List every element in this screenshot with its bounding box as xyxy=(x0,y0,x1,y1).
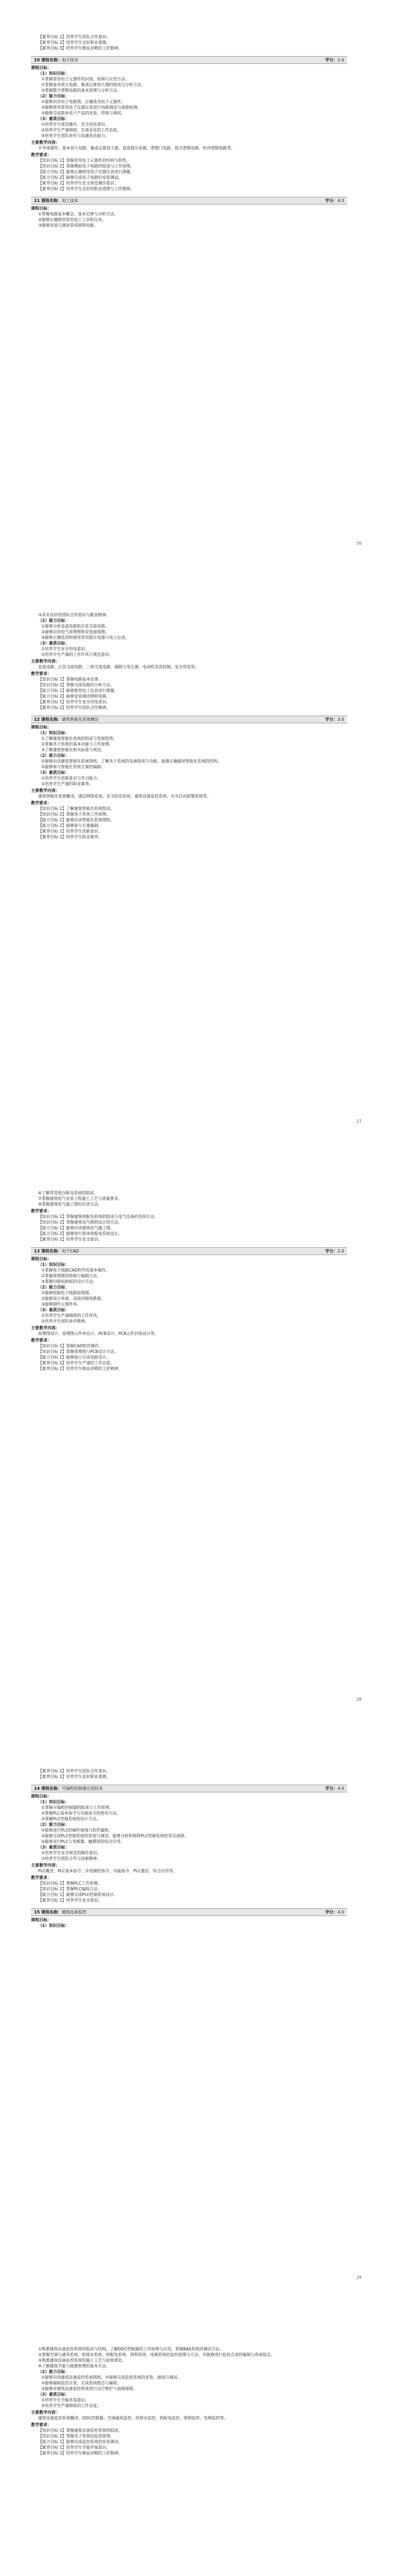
course-header-bar xyxy=(31,1785,347,1792)
text-line: ③掌握印制电路板的设计方法。 xyxy=(41,1279,97,1284)
course-credit-label: 学分： xyxy=(325,1249,338,1253)
text-line: ④了解建筑节能与能源管理的基本方法。 xyxy=(38,2364,110,2368)
course-credit-label: 学分： xyxy=(325,1910,338,1914)
course-credit xyxy=(325,717,344,722)
course-name-label: 11 课程名称： xyxy=(34,198,62,203)
section-heading: 课程目标： xyxy=(31,1257,52,1261)
text-line: ②掌握各子系统的基本功能与工作原理。 xyxy=(41,742,113,747)
document-page xyxy=(0,0,409,578)
sub-heading: （3）素质目标： xyxy=(38,2392,70,2397)
sub-heading: （2）能力目标： xyxy=(38,1285,70,1290)
course-credit-value: 2.0 xyxy=(337,1249,344,1253)
course-name xyxy=(34,198,78,204)
course-credit-value: 2.0 xyxy=(337,58,344,62)
text-line: ①能够识读建筑设备监控系统图纸，并能够完成监控系统的安装、接线与调试。 xyxy=(41,2375,182,2380)
text-line: ①培养学生规范操作、安全用电意识。 xyxy=(41,122,109,127)
text-line: 【素养目标 2】培养学生良好职业道德。 xyxy=(38,40,110,45)
text-line: 【知识目标 2】掌握各子系统工作原理。 xyxy=(38,812,110,817)
text-line: ①能够识读电子电路图，正确选用电子元器件。 xyxy=(41,99,125,104)
text-line: 【素养目标 1】培养学生团队合作意识。 xyxy=(38,1769,110,1773)
section-heading: 教学要求： xyxy=(31,152,52,157)
text-line: 【素养目标 2】培养学生职业素养。 xyxy=(38,835,103,839)
text-line: ①培养学生安全规范的操作意识。 xyxy=(41,1851,101,1855)
text-line: ⑧掌握建筑电气施工图的识读方法。 xyxy=(38,1202,102,1207)
text-line: ①培养学生创新意识与学习能力。 xyxy=(41,776,101,781)
text-line: 【知识目标 1】掌握建筑设备监控系统的组成。 xyxy=(38,2428,123,2433)
section-heading: 主要教学内容： xyxy=(31,659,60,664)
text-line: 【能力目标 1】能够正确使用电子仪器仪表进行测量。 xyxy=(38,170,134,174)
text-line: ③熟悉建筑设备监控系统的施工工艺与验收规范。 xyxy=(38,2358,126,2363)
course-name xyxy=(34,1786,103,1791)
text-line: ③能够制作元器件库。 xyxy=(41,1302,81,1307)
text-line: 【知识目标 2】掌握模拟电子电路的组成与工作原理。 xyxy=(38,164,134,168)
course-credit xyxy=(325,1786,344,1791)
section-heading: 课程目标： xyxy=(31,725,52,730)
text-line: ③能够进行PLC与变频器、触摸屏的综合应用。 xyxy=(41,1839,125,1844)
section-heading: 教学要求： xyxy=(31,671,52,676)
sub-heading: （3）素质目标： xyxy=(38,1845,70,1850)
text-line: ②掌握基本放大电路、集成运算放大器的组成与分析方法。 xyxy=(41,82,145,87)
text-line: 【能力目标 1】能够独立完成电路设计。 xyxy=(38,1355,110,1360)
text-line: 【素养目标 1】培养学生安全意识。 xyxy=(38,1898,103,1903)
course-credit xyxy=(325,198,344,204)
sub-heading: （1）知识目标： xyxy=(38,1923,70,1928)
sub-heading: （3）素质目标： xyxy=(38,641,70,646)
sub-heading: （3）素质目标： xyxy=(38,770,70,775)
course-credit-label: 学分： xyxy=(325,717,338,722)
text-line: 【知识目标 2】掌握各子系统的监控原理。 xyxy=(38,2434,114,2438)
course-name-label: 13 课程名称： xyxy=(34,1249,62,1253)
text-line: 【素养目标 1】培养学生节能环保意识。 xyxy=(38,2445,110,2450)
course-title: 电子CAD xyxy=(61,1249,79,1253)
text-line: ①培养学生节能环保意识。 xyxy=(41,2398,89,2402)
course-credit-value: 3.0 xyxy=(337,717,344,722)
text-line: 【能力目标 2】能够完成电子电路的安装调试。 xyxy=(38,175,123,180)
text-line: 【素养目标 2】培养学生良好职业道德。 xyxy=(38,1774,110,1779)
text-line: 【知识目标 2】掌握原理图与PCB设计方法。 xyxy=(38,1349,118,1354)
text-line: 【素养目标 2】培养学生良好的职业道德与工匠精神。 xyxy=(38,187,134,191)
text-line: ③能够完成简单电子产品的安装、焊接与调试。 xyxy=(41,111,125,115)
text-line: ①培养学生严谨细致的工作作风。 xyxy=(41,1313,101,1318)
text-line: 【素养目标 3】培养学生精益求精的工匠精神。 xyxy=(38,46,123,50)
text-line: PLC概述、PLC基本指令、步进顺控指令、功能指令、PLC通信、综合应用等。 xyxy=(38,1869,177,1873)
sub-heading: （2）能力目标： xyxy=(38,618,70,623)
course-name xyxy=(34,57,78,63)
section-heading: 主要教学内容： xyxy=(31,788,60,793)
text-line: ③能够安装与调试常用照明电路。 xyxy=(38,223,98,228)
page-content xyxy=(31,1190,347,1371)
text-line: ①熟悉建筑设备监控系统的组成与结构，了解DDC控制器的工作原理与应用，掌握BAS系统的调试方法。 xyxy=(38,2347,224,2351)
text-line: 【知识目标 1】掌握PLC工作原理。 xyxy=(38,1881,102,1886)
text-line: 【知识目标 2】掌握建筑电气照明设计的方法。 xyxy=(38,1220,123,1225)
text-line: ②培养学生严谨的职业素养。 xyxy=(41,782,93,786)
text-line: ③培养学生团队协作与沟通表达能力。 xyxy=(41,133,109,138)
course-title: 电工技术 xyxy=(61,198,78,203)
page-number: 28 xyxy=(356,1697,362,1702)
section-heading: 教学要求： xyxy=(31,2422,52,2427)
sub-heading: （2）能力目标： xyxy=(38,2369,70,2374)
text-line: 【知识目标 2】掌握PLC编程方法。 xyxy=(38,1887,102,1891)
course-name-label: 10 课程名称： xyxy=(34,58,62,62)
course-credit-value: 4.0 xyxy=(337,1786,344,1791)
text-line: 【素养目标 1】培养学生创新意识。 xyxy=(38,829,103,834)
sub-heading: （2）能力目标： xyxy=(38,94,70,98)
page-content xyxy=(31,612,347,840)
course-name-label: 14 课程名称： xyxy=(34,1786,62,1791)
text-line: 【能力目标 1】能够使用电工仪表进行测量。 xyxy=(38,688,118,693)
text-line: 【知识目标 1】掌握电路基本定律。 xyxy=(38,677,103,682)
text-line: ②能够完成PLC控制系统的安装与调试，能够分析和排除PLC控制系统的常见故障。 xyxy=(41,1834,189,1838)
sub-heading: （1）知识目标： xyxy=(38,71,70,76)
section-heading: 教学要求： xyxy=(31,801,52,805)
section-heading: 主要教学内容： xyxy=(31,1863,60,1868)
course-name xyxy=(34,1248,79,1254)
text-line: ②能够使用常用电子仪器仪表进行电路调试与故障检测。 xyxy=(41,105,142,110)
text-line: ②能够参与智能化系统方案的编制。 xyxy=(41,765,105,769)
course-title: 建筑设备监控 xyxy=(61,1910,87,1914)
course-credit-value: 4.0 xyxy=(337,198,344,203)
text-line: 【素养目标 1】培养学生安全意识。 xyxy=(38,1237,103,1242)
course-name-label: 15 课程名称： xyxy=(34,1910,62,1914)
text-line: ②培养学生团队合作与创新精神。 xyxy=(41,1856,101,1861)
course-title: 电子技术 xyxy=(61,58,78,62)
course-header-bar xyxy=(31,1247,347,1255)
text-line: 【能力目标 1】能够完成监控系统的安装调试。 xyxy=(38,2439,123,2444)
page-number: 29 xyxy=(356,2275,362,2280)
page-content xyxy=(31,34,347,228)
sub-heading: （3）素质目标： xyxy=(38,1308,70,1312)
sub-heading: （3）素质目标： xyxy=(38,116,70,121)
text-line: 【素养目标 2】培养学生团队合作精神。 xyxy=(38,705,110,710)
document-page xyxy=(0,578,409,1156)
page-content xyxy=(31,2346,347,2456)
text-line: ⑦掌握建筑电气安装工程施工工艺与质量要求。 xyxy=(38,1196,122,1201)
text-line: ②掌握空调与通风系统、给排水系统、供配电系统、照明系统、电梯系统的监控原理与方法，并能够进行监控点表的编制与系统组态。 xyxy=(38,2352,275,2357)
sub-heading: （1）知识目标： xyxy=(38,1262,70,1267)
text-line: ①能够识读建筑智能化系统图纸，了解各子系统的设备组成与功能，能够正确描述智能化系统的结构。 xyxy=(41,759,222,764)
text-line: 建筑设备监控系统概述、DDC控制器、空调通风监控、给排水监控、供配电监控、照明监控、电梯监控等。 xyxy=(38,2416,228,2420)
course-header-bar xyxy=(31,197,347,205)
text-line: ⑥了解常用低压配电系统的组成。 xyxy=(38,1191,98,1195)
course-credit xyxy=(325,1248,344,1254)
text-line: ②培养学生团队协作精神。 xyxy=(41,1319,89,1324)
text-line: 【素养目标 2】培养学生精益求精的工匠精神。 xyxy=(38,1366,123,1371)
section-heading: 课程目标： xyxy=(31,1918,52,1922)
text-line: ③能够对建筑设备监控系统进行运行维护与故障排除。 xyxy=(41,2386,138,2391)
text-line: 【知识目标 1】了解建筑智能化系统组成。 xyxy=(38,806,114,811)
course-name xyxy=(34,1909,87,1915)
text-line: ②能够编制监控点表，完成系统组态与编程。 xyxy=(41,2381,122,2385)
section-heading: 课程目标： xyxy=(31,1794,52,1799)
text-line: ①掌握常用电子元器件的识别、检测与应用方法。 xyxy=(41,77,129,81)
text-line: ②能够正确使用常用电工工具和仪表。 xyxy=(38,217,106,222)
course-credit xyxy=(325,1909,344,1915)
document-page xyxy=(0,1156,409,1734)
text-line: ①能够进行PLC的硬件接线与软件编程。 xyxy=(41,1828,113,1833)
text-line: 半导体器件、基本放大电路、集成运算放大器、直流稳压电源、逻辑门电路、组合逻辑电路、时序逻辑电路等。 xyxy=(38,146,235,150)
document-page xyxy=(0,2312,409,2576)
page-content xyxy=(31,1768,347,1928)
text-line: 原理图设计、原理图元件库设计、PCB设计、PCB元件封装设计等。 xyxy=(38,1331,159,1336)
text-line: ①掌握电子线路CAD软件的基本操作。 xyxy=(41,1268,110,1273)
text-line: ②掌握原理图的绘制与编辑方法。 xyxy=(41,1274,101,1278)
text-line: ②培养学生严谨的工作作风与规范意识。 xyxy=(41,652,113,657)
course-header-bar xyxy=(31,56,347,64)
course-header-bar xyxy=(31,1908,347,1916)
text-line: ③了解建筑智能化相关标准与规范。 xyxy=(41,748,105,752)
text-line: ③掌握数字逻辑电路的基本原理与分析方法。 xyxy=(41,88,122,93)
course-credit-label: 学分： xyxy=(325,58,338,62)
text-line: 【素养目标 1】培养学生安全用电意识。 xyxy=(38,700,110,704)
text-line: ①能够绘制电子线路原理图。 xyxy=(41,1291,93,1295)
text-line: 【素养目标 1】培养学生严谨的工作态度。 xyxy=(38,1361,114,1365)
course-credit-value: 4.0 xyxy=(337,1910,344,1914)
text-line: 【知识目标 1】掌握CAD软件操作。 xyxy=(38,1344,103,1348)
text-line: 【素养目标 1】培养学生安全规范操作意识。 xyxy=(38,181,118,185)
course-credit xyxy=(325,57,344,63)
course-credit-label: 学分： xyxy=(325,198,338,203)
text-line: ①培养学生安全用电意识。 xyxy=(41,647,89,651)
text-line: 【能力目标 2】能够进行简单供配电系统设计。 xyxy=(38,1231,123,1236)
text-line: ③具有良好的团队合作意识与敬业精神。 xyxy=(38,613,110,617)
course-credit-label: 学分： xyxy=(325,1786,338,1791)
text-line: 直流电路、正弦交流电路、三相交流电路、磁路与变压器、电动机及其控制、安全用电等。 xyxy=(38,665,199,669)
course-title: 建筑智能化系统概论 xyxy=(61,717,99,722)
sub-heading: （2）能力目标： xyxy=(38,1822,70,1827)
course-name-label: 12 课程名称： xyxy=(34,717,62,722)
text-line: 【知识目标 1】掌握建筑供配电系统的组成与电气设备的选择方法。 xyxy=(38,1214,159,1219)
section-heading: 教学要求： xyxy=(31,1875,52,1880)
text-line: ③能够正确选用和使用常用低压电器与电工仪表。 xyxy=(41,635,129,640)
text-line: ③掌握PLC控制系统的设计方法。 xyxy=(41,1817,101,1821)
section-heading: 课程目标： xyxy=(31,65,52,70)
text-line: 【素养目标 2】培养学生精益求精的工匠精神。 xyxy=(38,2451,123,2455)
section-heading: 课程目标： xyxy=(31,206,52,211)
text-line: 建筑智能化系统概述、通信网络系统、安全防范系统、建筑设备监控系统、火灾自动报警系统等。 xyxy=(38,794,211,799)
text-line: ①掌握可编程控制器的组成与工作原理。 xyxy=(41,1805,113,1810)
text-line: ②掌握PLC基本指令与功能指令的使用方法。 xyxy=(41,1811,121,1816)
text-line: ①了解建筑智能化系统的组成与发展趋势。 xyxy=(41,736,117,741)
page-number: 26 xyxy=(356,541,362,546)
text-line: ①能够分析直流电路和正弦交流电路。 xyxy=(41,624,109,629)
text-line: ②能够识读电气原理图和安装接线图。 xyxy=(41,630,109,634)
text-line: 【知识目标 1】掌握常用电子元器件的结构与特性。 xyxy=(38,158,130,163)
text-line: 【知识目标 2】掌握交流电路的分析方法。 xyxy=(38,683,114,687)
text-line: 【能力目标 2】能够参与方案编制。 xyxy=(38,823,103,828)
text-line: 【素养目标 1】培养学生团队合作意识。 xyxy=(38,35,110,39)
text-line: 【能力目标 1】能够识读建筑电气施工图。 xyxy=(38,1226,114,1230)
section-heading: 教学要求： xyxy=(31,1209,52,1213)
text-line: 【能力目标 1】能够完成PLC控制系统设计。 xyxy=(38,1892,118,1897)
text-line: 【能力目标 2】能够安装调试照明电路。 xyxy=(38,694,110,699)
section-heading: 主要教学内容： xyxy=(31,140,60,145)
document-page xyxy=(0,1734,409,2312)
text-line: ②培养学生严谨细致、实事求是的工作态度。 xyxy=(41,128,122,132)
text-line: ①掌握电路基本概念、基本定律与分析方法。 xyxy=(38,212,118,216)
section-heading: 主要教学内容： xyxy=(31,1326,60,1330)
section-heading: 主要教学内容： xyxy=(31,2410,60,2415)
text-line: ②培养学生严谨细致的工作态度。 xyxy=(41,2403,101,2408)
sub-heading: （2）能力目标： xyxy=(38,753,70,758)
course-name xyxy=(34,717,99,722)
course-title: 可编程控制器应用技术 xyxy=(61,1786,103,1791)
sub-heading: （1）知识目标： xyxy=(38,731,70,735)
sub-heading: （1）知识目标： xyxy=(38,1800,70,1804)
text-line: 【能力目标 1】能够识读智能化系统图纸。 xyxy=(38,818,114,822)
course-header-bar xyxy=(31,716,347,723)
text-line: ②能够设计单面、双面印制电路板。 xyxy=(41,1296,105,1301)
page-number: 27 xyxy=(356,1119,362,1124)
section-heading: 教学要求： xyxy=(31,1338,52,1343)
